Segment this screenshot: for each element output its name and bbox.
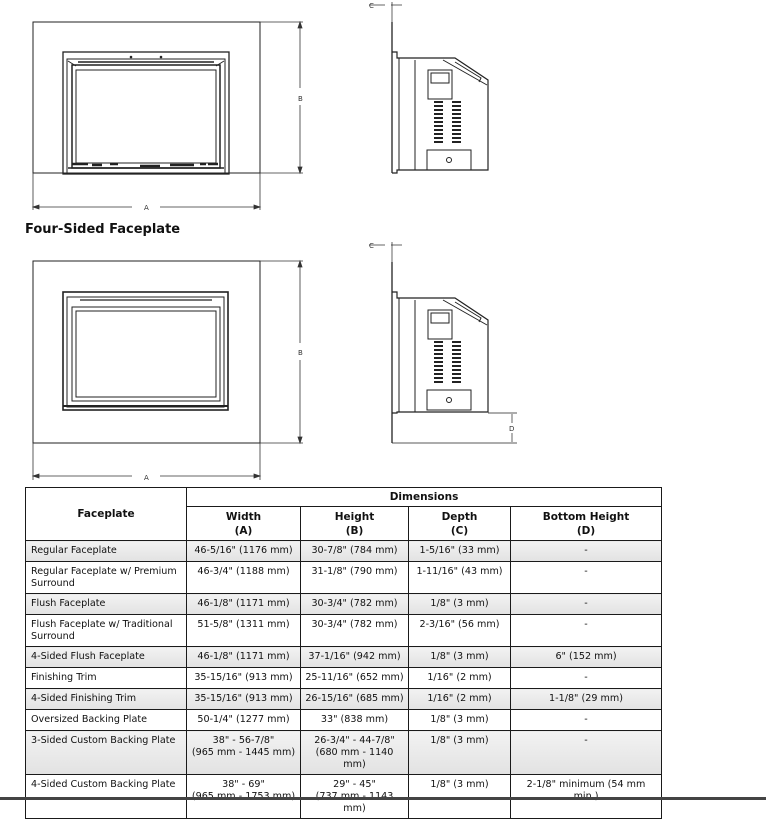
column-header-width: Width (A) xyxy=(187,507,301,541)
cell-bottom-height: - xyxy=(511,615,662,647)
cell-depth: 1/8" (3 mm) xyxy=(409,731,511,775)
dimensions-header: Dimensions xyxy=(187,488,662,507)
side-view-drawing-top xyxy=(355,0,525,190)
table-row xyxy=(26,731,662,775)
row-name: Regular Faceplate xyxy=(26,541,187,562)
cell-height: 30-3/4" (782 mm) xyxy=(301,594,409,615)
dimension-label-b: B xyxy=(298,95,303,103)
cell-depth: 1/16" (2 mm) xyxy=(409,668,511,689)
cell-depth: 1/8" (3 mm) xyxy=(409,775,511,819)
cell-bottom-height: - xyxy=(511,731,662,775)
cell-height: 26-3/4" - 44-7/8" (680 mm - 1140 mm) xyxy=(301,731,409,775)
cell-bottom-height: - xyxy=(511,668,662,689)
front-view-drawing-top xyxy=(0,0,340,215)
row-name: Flush Faceplate xyxy=(26,594,187,615)
row-name: 3-Sided Custom Backing Plate xyxy=(26,731,187,775)
cell-depth: 1/8" (3 mm) xyxy=(409,710,511,731)
cell-height: 37-1/16" (942 mm) xyxy=(301,647,409,668)
cell-width: 35-15/16" (913 mm) xyxy=(187,689,301,710)
cell-depth: 1-11/16" (43 mm) xyxy=(409,562,511,594)
side-view-drawing-bottom xyxy=(355,230,535,450)
table-row xyxy=(26,615,662,647)
cell-depth: 1/16" (2 mm) xyxy=(409,689,511,710)
column-header-bottom-height: Bottom Height (D) xyxy=(511,507,662,541)
dimensions-table xyxy=(25,487,662,819)
cell-bottom-height: - xyxy=(511,594,662,615)
cell-height: 29" - 45" mm) xyxy=(301,775,409,819)
table-row xyxy=(26,668,662,689)
cell-width: 51-5/8" (1311 mm) xyxy=(187,615,301,647)
cell-width: 50-1/4" (1277 mm) xyxy=(187,710,301,731)
row-name: Finishing Trim xyxy=(26,668,187,689)
cell-width: 38" - 56-7/8" (965 mm - 1445 mm) xyxy=(187,731,301,775)
cell-width: 35-15/16" (913 mm) xyxy=(187,668,301,689)
cell-bottom-height: 1-1/8" (29 mm) xyxy=(511,689,662,710)
cell-height: 31-1/8" (790 mm) xyxy=(301,562,409,594)
cell-bottom-height: - xyxy=(511,541,662,562)
row-name: 4-Sided Finishing Trim xyxy=(26,689,187,710)
cell-depth: 1/8" (3 mm) xyxy=(409,594,511,615)
control-panel xyxy=(428,310,452,339)
row-name: 4-Sided Flush Faceplate xyxy=(26,647,187,668)
cell-depth: 1-5/16" (33 mm) xyxy=(409,541,511,562)
cell-height: 26-15/16" (685 mm) xyxy=(301,689,409,710)
cell-bottom-height: 6" (152 mm) xyxy=(511,647,662,668)
front-view-drawing-bottom xyxy=(0,255,340,485)
column-header-height: Height (B) xyxy=(301,507,409,541)
cell-bottom-height: - xyxy=(511,562,662,594)
dimension-label-a: A xyxy=(144,204,149,212)
cell-depth: 2-3/16" (56 mm) xyxy=(409,615,511,647)
cell-width: 46-5/16" (1176 mm) xyxy=(187,541,301,562)
table-row xyxy=(26,710,662,731)
cell-width: 46-1/8" (1171 mm) xyxy=(187,647,301,668)
cell-height: 30-7/8" (784 mm) xyxy=(301,541,409,562)
dimension-label-d: D xyxy=(509,425,515,433)
section-title: Four-Sided Faceplate xyxy=(25,222,181,237)
cell-height: 30-3/4" (782 mm) xyxy=(301,615,409,647)
cell-width: 46-3/4" (1188 mm) xyxy=(187,562,301,594)
cell-width: 38" - 69" xyxy=(187,775,301,819)
control-panel xyxy=(428,70,452,99)
cell-bottom-height: 2-1/8" minimum (54 mm xyxy=(511,775,662,819)
cell-height: 25-11/16" (652 mm) xyxy=(301,668,409,689)
dimension-label-c: C xyxy=(369,2,374,10)
cell-depth: 1/8" (3 mm) xyxy=(409,647,511,668)
row-name: Regular Faceplate w/ Premium Surround xyxy=(26,562,187,594)
table-row xyxy=(26,689,662,710)
row-name: Flush Faceplate w/ Traditional Surround xyxy=(26,615,187,647)
dimension-label-c: C xyxy=(369,242,374,250)
table-row xyxy=(26,541,662,562)
column-header-depth: Depth (C) xyxy=(409,507,511,541)
cell-width: 46-1/8" (1171 mm) xyxy=(187,594,301,615)
cell-height: 33" (838 mm) xyxy=(301,710,409,731)
dimension-label-b: B xyxy=(298,349,303,357)
faceplate-header: Faceplate xyxy=(26,488,187,541)
table-row xyxy=(26,562,662,594)
table-row xyxy=(26,594,662,615)
row-name: Oversized Backing Plate xyxy=(26,710,187,731)
dimension-label-a: A xyxy=(144,474,149,482)
table-row xyxy=(26,647,662,668)
row-name: 4-Sided Custom Backing Plate xyxy=(26,775,187,819)
cell-bottom-height: - xyxy=(511,710,662,731)
